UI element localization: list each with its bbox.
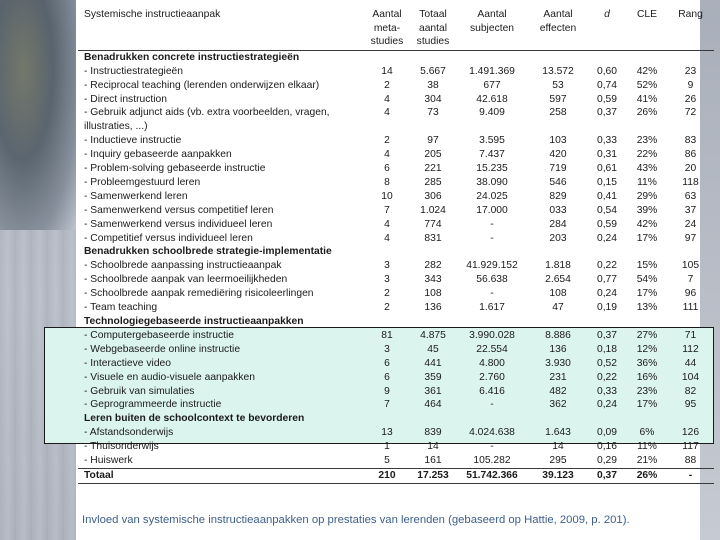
total-row xyxy=(78,468,714,483)
row-value: 44 xyxy=(684,357,697,369)
row-value: 0,52 xyxy=(596,357,618,369)
row-value: 56.638 xyxy=(476,274,508,286)
row-value: 0,15 xyxy=(596,176,618,188)
row-value: 284 xyxy=(549,218,567,230)
row-value: 0,19 xyxy=(596,302,618,314)
row-value: - xyxy=(490,441,494,453)
table-row xyxy=(78,218,714,232)
row-value: - xyxy=(490,399,494,411)
table-row xyxy=(78,454,714,468)
row-value: 13% xyxy=(636,302,658,314)
table-row xyxy=(78,440,714,454)
row-value: 0,24 xyxy=(596,232,618,244)
row-value: 20 xyxy=(684,163,697,175)
row-value: 285 xyxy=(424,176,442,188)
row-value: 24 xyxy=(684,218,697,230)
table-row xyxy=(78,357,714,371)
row-label: - Schoolbrede aanpak van leermoeilijkheden xyxy=(84,274,288,286)
row-label: - Thuisonderwijs xyxy=(84,441,159,453)
row-value: 2 xyxy=(384,79,390,91)
row-value: 839 xyxy=(424,427,442,439)
row-label: - Team teaching xyxy=(84,302,158,314)
row-value: 1 xyxy=(384,441,390,453)
row-value: 0,22 xyxy=(596,260,618,272)
row-value: 9 xyxy=(384,385,390,397)
row-value: 295 xyxy=(549,455,567,467)
table-row xyxy=(78,176,714,190)
row-value: 112 xyxy=(682,343,699,355)
row-value: 6 xyxy=(384,357,390,369)
row-value: 7 xyxy=(384,204,390,216)
row-value: 12% xyxy=(636,343,658,355)
row-value: 105.282 xyxy=(473,455,511,467)
row-value: 0,54 xyxy=(596,204,618,216)
row-value: 5 xyxy=(384,455,390,467)
row-label: - Interactieve video xyxy=(84,357,171,369)
row-value: 1.617 xyxy=(479,302,505,314)
row-value: 420 xyxy=(549,149,567,161)
row-label: - Afstandsonderwijs xyxy=(84,427,174,439)
row-value: 0,41 xyxy=(596,190,618,202)
row-value: 0,37 xyxy=(596,329,618,341)
row-value: 0,29 xyxy=(596,455,618,467)
row-value: 54% xyxy=(636,274,658,286)
row-value: 0,77 xyxy=(596,274,618,286)
row-value: 23% xyxy=(636,385,658,397)
row-value: 3 xyxy=(384,260,390,272)
row-value: 829 xyxy=(549,190,567,202)
header-subjects: Aantal subjecten xyxy=(469,9,515,34)
row-label: - Samenwerkend leren xyxy=(84,190,188,202)
total-value: 51.742.366 xyxy=(466,469,518,481)
row-label: - Samenwerkend versus competitief leren xyxy=(84,204,274,216)
row-value: 118 xyxy=(682,176,699,188)
table-row xyxy=(78,259,714,273)
table-caption: Invloed van systemische instructieaanpakken op prestaties van lerenden (gebaseerd op Hattie, 2009, p. 201). xyxy=(82,514,630,526)
row-value: 0,18 xyxy=(596,343,618,355)
total-value: 17.253 xyxy=(417,469,449,481)
row-value: 0,33 xyxy=(596,385,618,397)
row-value: 17.000 xyxy=(476,204,508,216)
section-header-row xyxy=(78,50,714,64)
row-value: 15.235 xyxy=(476,163,508,175)
row-value: 1.643 xyxy=(545,427,571,439)
table-row xyxy=(78,162,714,176)
table-row xyxy=(78,79,714,93)
row-value: 9 xyxy=(687,79,694,91)
row-value: 2 xyxy=(384,302,390,314)
row-value: 88 xyxy=(684,455,697,467)
row-value: 97 xyxy=(427,135,439,147)
row-value: 21% xyxy=(636,455,658,467)
row-value: 117 xyxy=(682,441,699,453)
row-value: 482 xyxy=(549,385,567,397)
row-label: - Competitief versus individueel leren xyxy=(84,232,253,244)
row-value: 22% xyxy=(636,149,658,161)
row-label: - Computergebaseerde instructie xyxy=(84,329,234,341)
row-value: 1.491.369 xyxy=(469,65,515,77)
row-value: 11% xyxy=(637,441,657,453)
header-effects: Aantal effecten xyxy=(539,9,577,34)
row-value: 3.930 xyxy=(545,357,571,369)
row-value: 258 xyxy=(549,107,567,119)
row-value: 362 xyxy=(549,399,567,411)
row-value: 4.024.638 xyxy=(469,427,515,439)
row-value: 53 xyxy=(552,79,564,91)
row-value: 47 xyxy=(552,302,564,314)
row-value: 677 xyxy=(483,79,501,91)
row-value: 11% xyxy=(637,176,657,188)
row-value: 96 xyxy=(684,288,697,300)
row-value: 2.760 xyxy=(479,371,505,383)
row-value: 83 xyxy=(684,135,697,147)
row-value: 38 xyxy=(427,79,439,91)
row-value: 136 xyxy=(549,343,567,355)
row-value: 17% xyxy=(636,232,658,244)
row-label: - Schoolbrede aanpassing instructieaanpak xyxy=(84,260,282,272)
header-d: d xyxy=(604,9,610,20)
table-row xyxy=(78,371,714,385)
row-value: 0,37 xyxy=(596,107,618,119)
table-row xyxy=(78,398,714,412)
row-value: 72 xyxy=(684,107,697,119)
row-value: 205 xyxy=(424,149,442,161)
row-value: 0,31 xyxy=(596,149,618,161)
row-value: 441 xyxy=(424,357,442,369)
row-value: 304 xyxy=(424,93,442,105)
total-value: 210 xyxy=(378,469,396,481)
header-total-studies: Totaal aantal studies xyxy=(416,9,450,48)
row-value: 464 xyxy=(424,399,442,411)
row-label: - Inductieve instructie xyxy=(84,135,182,147)
row-value: 3.595 xyxy=(479,135,505,147)
row-value: 103 xyxy=(549,135,567,147)
table-row xyxy=(78,287,714,301)
row-value: 0,09 xyxy=(596,427,618,439)
row-value: 29% xyxy=(636,190,658,202)
row-value: 7.437 xyxy=(479,149,505,161)
row-value: 14 xyxy=(381,65,393,77)
row-value: - xyxy=(490,288,494,300)
total-label: Totaal xyxy=(84,469,114,481)
row-value: 033 xyxy=(549,204,567,216)
row-value: 81 xyxy=(381,329,393,341)
row-value: 9.409 xyxy=(479,107,505,119)
table-row xyxy=(78,273,714,287)
table-row xyxy=(78,65,714,79)
row-label: - Inquiry gebaseerde aanpakken xyxy=(84,149,232,161)
row-value: 282 xyxy=(424,260,442,272)
row-value: 42.618 xyxy=(476,93,508,105)
row-value: - xyxy=(490,218,494,230)
row-value: 8 xyxy=(384,176,390,188)
row-value: 26% xyxy=(636,107,658,119)
row-value: 108 xyxy=(424,288,442,300)
row-value: 95 xyxy=(684,399,697,411)
row-value: 43% xyxy=(636,163,658,175)
row-label: - Direct instruction xyxy=(84,93,167,105)
row-label: - Problem-solving gebaseerde instructie xyxy=(84,163,266,175)
row-value: 546 xyxy=(549,176,567,188)
table-row xyxy=(78,301,714,315)
row-value: 1.024 xyxy=(420,204,446,216)
row-value: 4 xyxy=(384,218,390,230)
table-row xyxy=(78,134,714,148)
row-label: - Reciprocal teaching (lerenden onderwijzen elkaar) xyxy=(84,79,320,91)
row-value: 7 xyxy=(687,274,694,286)
row-value: 719 xyxy=(549,163,567,175)
row-value: - xyxy=(490,232,494,244)
row-value: 126 xyxy=(681,427,700,439)
row-value: 4.875 xyxy=(420,329,446,341)
row-value: 39% xyxy=(636,204,658,216)
row-value: 52% xyxy=(636,79,658,91)
row-label: - Visuele en audio-visuele aanpakken xyxy=(84,371,255,383)
row-value: 14 xyxy=(552,441,564,453)
row-label: - Samenwerkend versus individueel leren xyxy=(84,218,273,230)
header-rank: Rang xyxy=(678,9,703,20)
row-value: 161 xyxy=(424,455,442,467)
row-value: 0,24 xyxy=(596,399,618,411)
table-row xyxy=(78,329,714,343)
row-value: 82 xyxy=(684,385,697,397)
row-value: 41% xyxy=(636,93,658,105)
row-value: 6.416 xyxy=(479,385,505,397)
section-title: Benadrukken schoolbrede strategie-implementatie xyxy=(84,246,332,258)
total-value: 26% xyxy=(636,469,658,481)
section-title: Benadrukken concrete instructiestrategieën xyxy=(84,51,300,63)
row-value: 0,59 xyxy=(596,93,618,105)
row-value: 38.090 xyxy=(476,176,508,188)
instruction-table xyxy=(78,6,714,484)
row-value: 203 xyxy=(549,232,567,244)
row-value: 13 xyxy=(381,427,393,439)
row-value: 27% xyxy=(636,329,658,341)
row-value: 4 xyxy=(384,107,390,119)
row-value: 359 xyxy=(424,371,442,383)
row-label: - Webgebaseerde online instructie xyxy=(84,343,241,355)
section-header-row xyxy=(78,245,714,259)
row-value: 26 xyxy=(684,93,697,105)
row-label: - Gebruik adjunct aids (vb. extra voorbeelden, vragen, illustraties, ...) xyxy=(84,107,330,133)
row-value: 0,22 xyxy=(596,371,618,383)
row-value: 3.990.028 xyxy=(469,329,515,341)
row-label: - Gebruik van simulaties xyxy=(84,385,195,397)
row-value: 4.800 xyxy=(479,357,505,369)
row-value: 42% xyxy=(636,65,658,77)
table-row xyxy=(78,204,714,218)
total-value: 0,37 xyxy=(596,469,618,481)
table-row xyxy=(78,343,714,357)
row-value: 8.886 xyxy=(545,329,571,341)
row-value: 45 xyxy=(427,343,439,355)
row-value: 14 xyxy=(427,441,439,453)
row-value: 104 xyxy=(681,371,700,383)
row-value: 0,59 xyxy=(596,218,618,230)
table-row xyxy=(78,190,714,204)
row-value: 4 xyxy=(384,93,390,105)
row-value: 2.654 xyxy=(545,274,571,286)
row-value: 36% xyxy=(636,357,658,369)
total-value: 39.123 xyxy=(542,469,574,481)
background-photo xyxy=(0,0,76,230)
row-value: 2 xyxy=(384,135,390,147)
row-value: 111 xyxy=(682,302,699,314)
row-label: - Geprogrammeerde instructie xyxy=(84,399,222,411)
row-value: 15% xyxy=(636,260,658,272)
row-value: 231 xyxy=(549,371,567,383)
row-value: 23 xyxy=(684,65,697,77)
table-row xyxy=(78,232,714,246)
row-value: 63 xyxy=(684,190,697,202)
row-value: 13.572 xyxy=(542,65,574,77)
row-value: 0,74 xyxy=(596,79,618,91)
row-value: 0,24 xyxy=(596,288,618,300)
header-cle: CLE xyxy=(636,9,658,20)
row-value: 0,16 xyxy=(596,441,618,453)
row-value: 3 xyxy=(384,274,390,286)
row-value: 10 xyxy=(381,190,393,202)
row-value: 71 xyxy=(684,329,697,341)
row-value: 2 xyxy=(384,288,390,300)
row-value: 6% xyxy=(639,427,655,439)
row-value: 22.554 xyxy=(476,343,508,355)
row-value: 17% xyxy=(636,288,658,300)
row-value: 221 xyxy=(424,163,442,175)
row-value: 6 xyxy=(384,163,390,175)
section-title: Leren buiten de schoolcontext te bevorderen xyxy=(84,413,305,425)
row-value: 41.929.152 xyxy=(466,260,518,272)
row-value: 0,33 xyxy=(596,135,618,147)
total-value: - xyxy=(688,469,693,481)
row-value: 108 xyxy=(549,288,567,300)
row-label: - Instructiestrategieën xyxy=(84,65,184,77)
row-value: 774 xyxy=(424,218,442,230)
table-row xyxy=(78,106,714,134)
header-row xyxy=(78,6,714,50)
row-value: 361 xyxy=(424,385,442,397)
row-value: 23% xyxy=(636,135,658,147)
row-label: - Huiswerk xyxy=(84,455,133,467)
row-value: 4 xyxy=(384,149,390,161)
row-value: 105 xyxy=(681,260,700,272)
row-value: 5.667 xyxy=(420,65,446,77)
table-row xyxy=(78,426,714,440)
section-header-row xyxy=(78,315,714,329)
row-value: 97 xyxy=(684,232,697,244)
row-value: 16% xyxy=(636,371,658,383)
row-value: 831 xyxy=(424,232,442,244)
table-row xyxy=(78,385,714,399)
row-value: 1.818 xyxy=(545,260,571,272)
row-value: 0,61 xyxy=(596,163,618,175)
section-title: Technologiegebaseerde instructieaanpakken xyxy=(84,316,304,327)
header-meta-studies: Aantal meta- studies xyxy=(370,9,404,48)
row-value: 343 xyxy=(424,274,442,286)
header-approach: Systemische instructieaanpak xyxy=(84,9,221,20)
row-label: - Schoolbrede aanpak remediëring risicoleerlingen xyxy=(84,288,314,300)
row-value: 17% xyxy=(636,399,658,411)
row-value: 37 xyxy=(684,204,697,216)
row-value: 24.025 xyxy=(476,190,508,202)
row-value: 73 xyxy=(427,107,439,119)
row-value: 42% xyxy=(636,218,658,230)
table-row xyxy=(78,148,714,162)
row-value: 4 xyxy=(384,232,390,244)
row-value: 7 xyxy=(384,399,390,411)
section-header-row xyxy=(78,412,714,426)
row-value: 0,60 xyxy=(596,65,618,77)
row-value: 3 xyxy=(384,343,390,355)
row-value: 597 xyxy=(549,93,567,105)
row-label: - Probleemgestuurd leren xyxy=(84,176,201,188)
row-value: 136 xyxy=(424,302,442,314)
row-value: 306 xyxy=(424,190,442,202)
row-value: 6 xyxy=(384,371,390,383)
row-value: 86 xyxy=(684,149,697,161)
table-row xyxy=(78,93,714,107)
